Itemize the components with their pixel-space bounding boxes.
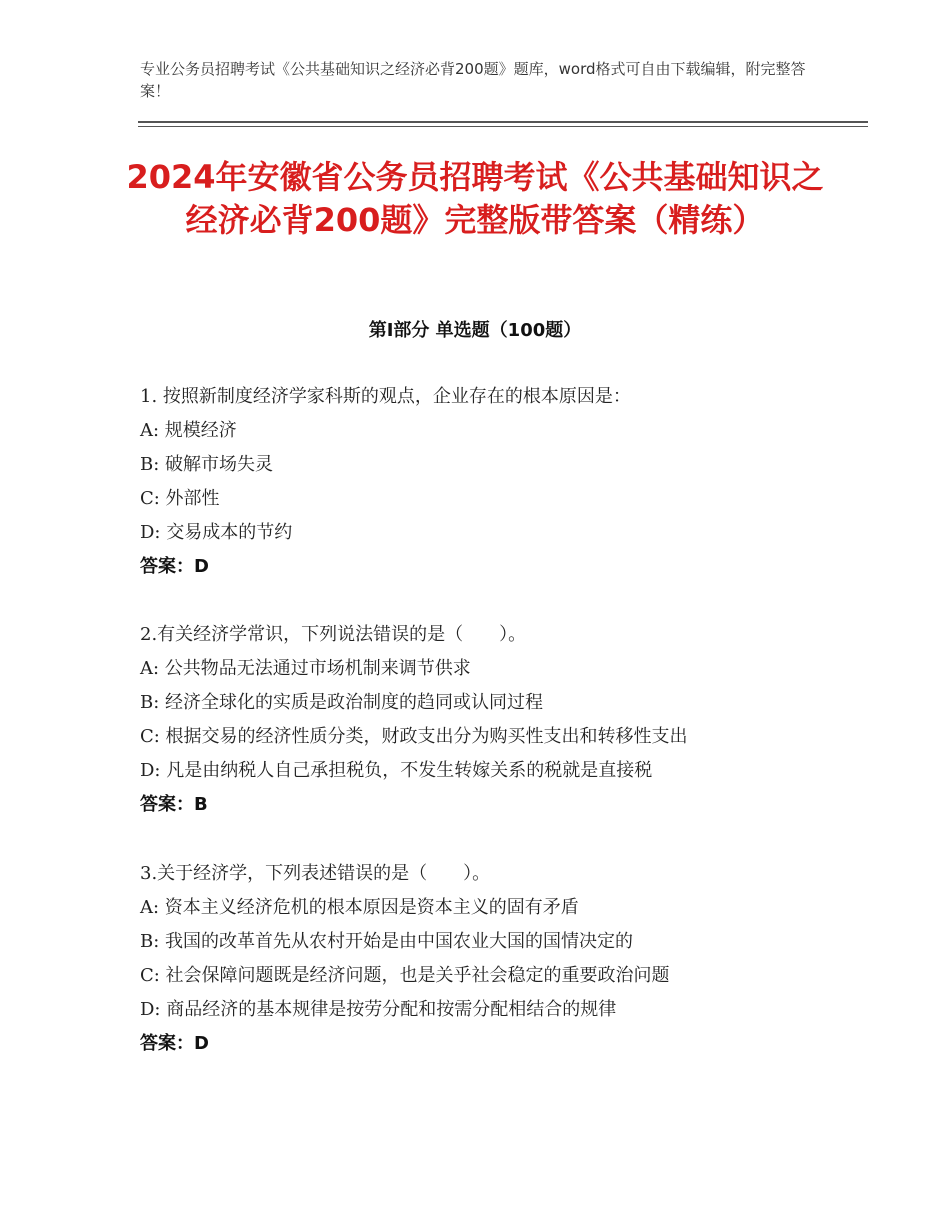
option-c: C: 外部性 — [140, 488, 220, 509]
option-a: A: 公共物品无法通过市场机制来调节供求 — [140, 658, 471, 679]
option-c: C: 根据交易的经济性质分类，财政支出分为购买性支出和转移性支出 — [140, 726, 688, 747]
header-note: 专业公务员招聘考试《公共基础知识之经济必背200题》题库，word格式可自由下载编辑，附完整答案！ — [140, 60, 806, 100]
option-b: B: 我国的改革首先从农村开始是由中国农业大国的国情决定的 — [140, 931, 634, 952]
answer: 答案：D — [140, 556, 209, 577]
option-d: D: 商品经济的基本规律是按劳分配和按需分配相结合的规律 — [140, 999, 617, 1020]
answer: 答案：D — [140, 1033, 209, 1054]
option-d: D: 凡是由纳税人自己承担税负，不发生转嫁关系的税就是直接税 — [140, 760, 653, 781]
option-a: A: 规模经济 — [140, 420, 237, 441]
option-b: B: 经济全球化的实质是政治制度的趋同或认同过程 — [140, 692, 544, 713]
question-1 — [140, 380, 840, 584]
option-b: B: 破解市场失灵 — [140, 454, 274, 475]
header-divider-thick — [138, 121, 868, 123]
answer: 答案：B — [140, 794, 208, 815]
question-stem: 2.有关经济学常识，下列说法错误的是（ ）。 — [140, 624, 527, 645]
header-divider-thin — [138, 126, 868, 127]
question-3 — [140, 857, 840, 1061]
option-a: A: 资本主义经济危机的根本原因是资本主义的固有矛盾 — [140, 897, 579, 918]
section-title: 第Ⅰ部分 单选题（100题） — [368, 320, 582, 341]
option-d: D: 交易成本的节约 — [140, 522, 293, 543]
question-2 — [140, 618, 840, 822]
document-title: 2024年安徽省公务员招聘考试《公共基础知识之经济必背200题》完整版带答案（精练） — [126, 158, 824, 239]
question-stem: 1. 按照新制度经济学家科斯的观点，企业存在的根本原因是： — [140, 386, 631, 407]
option-c: C: 社会保障问题既是经济问题，也是关乎社会稳定的重要政治问题 — [140, 965, 670, 986]
question-stem: 3.关于经济学，下列表述错误的是（ ）。 — [140, 863, 491, 884]
